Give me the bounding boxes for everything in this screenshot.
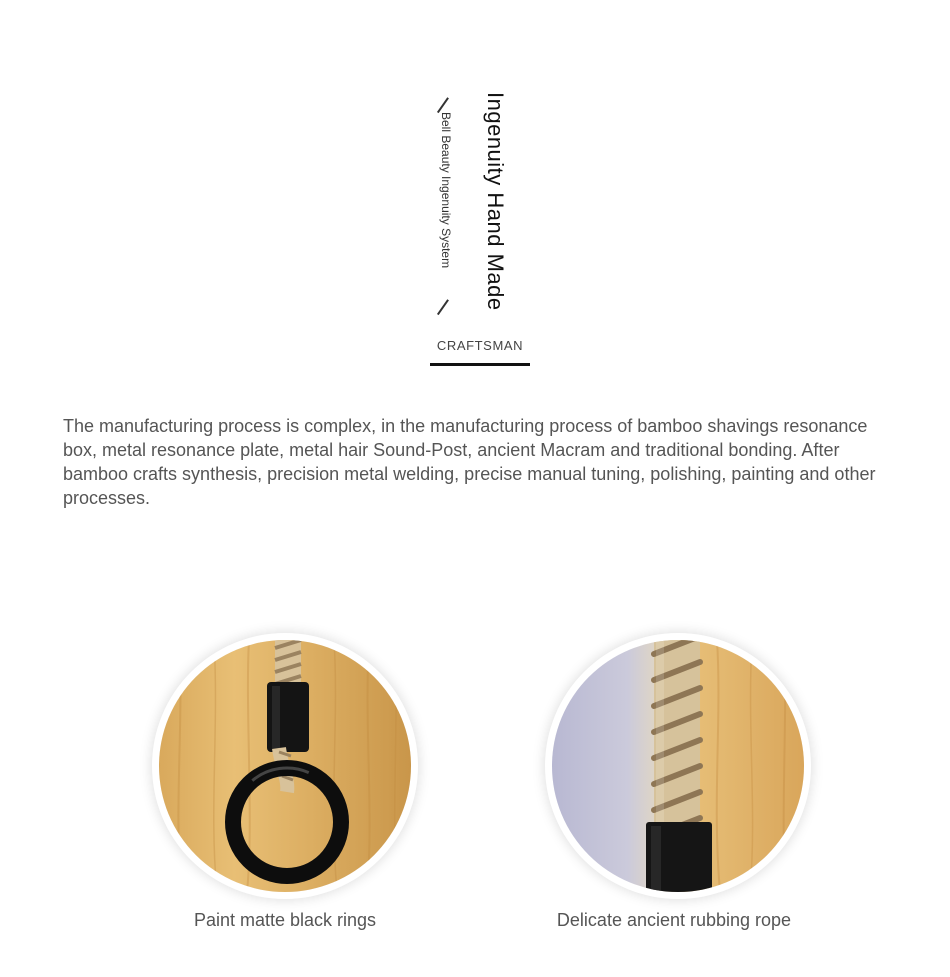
slash-bottom-decoration (437, 299, 449, 315)
page-title: Ingenuity Hand Made (483, 92, 508, 311)
rope-photo (552, 640, 804, 892)
slash-top-decoration (437, 97, 449, 113)
black-ring-photo (159, 640, 411, 892)
feature-caption-rope: Delicate ancient rubbing rope (556, 910, 792, 930)
description-text: The manufacturing process is complex, in the manufacturing process of bamboo shavings resonance box, metal resonance plate, metal hair Sound-Post, ancient Macram and traditional bonding. After bamboo crafts synthesis, precision metal welding, precise manual tuning, polishing, painting and other processes. (63, 416, 876, 508)
title-underline (430, 363, 530, 366)
craftsman-label: CRAFTSMAN (436, 338, 524, 353)
page-subtitle: Bell Beauty Ingenuity System (439, 112, 453, 269)
feature-caption-rings: Paint matte black rings (193, 910, 377, 930)
